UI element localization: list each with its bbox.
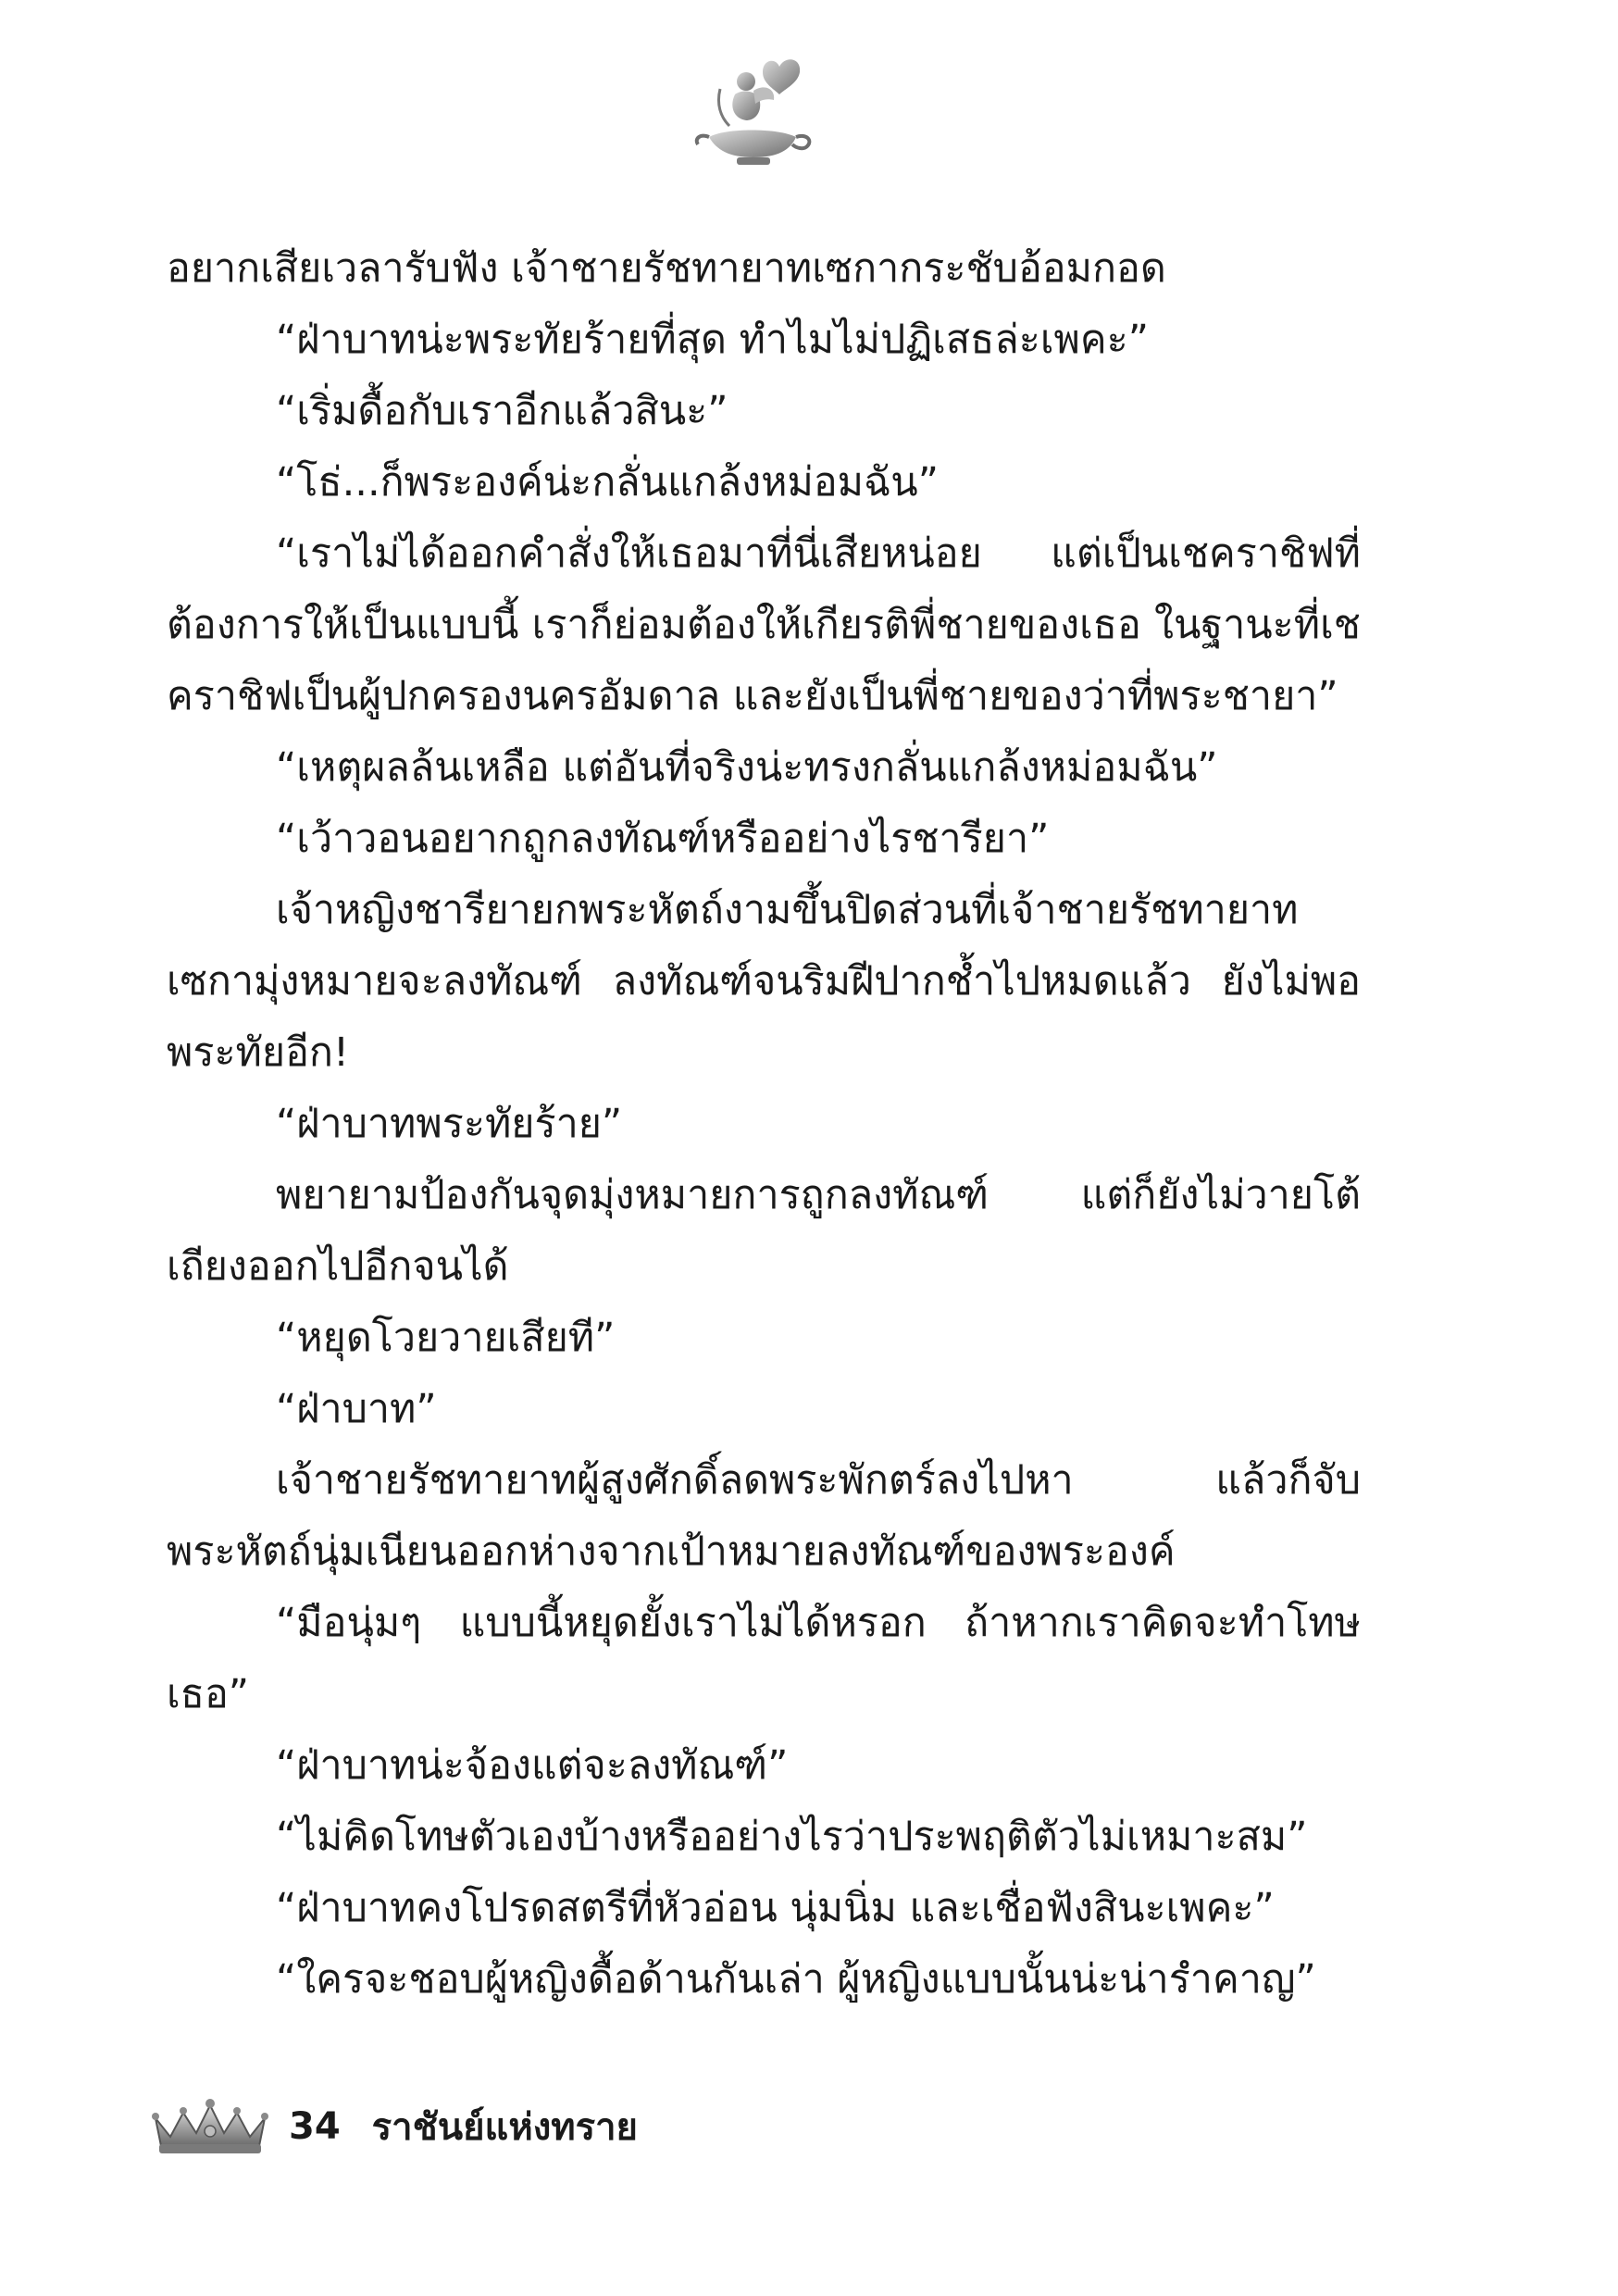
paragraph: “ฝ่าบาทคงโปรดสตรีที่หัวอ่อน นุ่มนิ่ม และเชื่อฟังสินะเพคะ” bbox=[276, 1885, 1275, 1931]
paragraph: “ไม่คิดโทษตัวเองบ้างหรืออย่างไรว่าประพฤติตัวไม่เหมาะสม” bbox=[276, 1814, 1308, 1860]
body-text bbox=[167, 233, 1361, 2015]
paragraph: “เหตุผลล้นเหลือ แต่อันที่จริงน่ะทรงกลั่นแกล้งหม่อมฉัน” bbox=[276, 744, 1218, 791]
page-number: 34 bbox=[289, 2105, 341, 2148]
crown-icon bbox=[150, 2096, 270, 2157]
paragraph: “ใครจะชอบผู้หญิงดื้อด้านกันเล่า ผู้หญิงแบบนั้นน่ะน่ารำคาญ” bbox=[276, 1956, 1316, 2003]
paragraph: “ฝ่าบาทพระทัยร้าย” bbox=[276, 1101, 623, 1147]
book-title: ราชันย์แห่งทราย bbox=[371, 2106, 638, 2149]
cupid-teapot-icon bbox=[689, 48, 818, 178]
paragraph: “มือนุ่มๆ แบบนี้หยุดยั้งเราไม่ได้หรอก ถ้าหากเราคิดจะทำโทษเธอ” bbox=[167, 1600, 1361, 1717]
paragraph: “เว้าวอนอยากถูกลงทัณฑ์หรืออย่างไรชารียา” bbox=[276, 816, 1050, 862]
paragraph: “โธ่...ก็พระองค์น่ะกลั่นแกล้งหม่อมฉัน” bbox=[276, 459, 939, 505]
paragraph: “ฝ่าบาทน่ะพระทัยร้ายที่สุด ทำไมไม่ปฏิเสธล่ะเพคะ” bbox=[276, 317, 1149, 363]
paragraph: “หยุดโวยวายเสียที” bbox=[276, 1315, 616, 1361]
paragraph: “ฝ่าบาทน่ะจ้องแต่จะลงทัณฑ์” bbox=[276, 1742, 789, 1789]
paragraph: เจ้าหญิงชารียายกพระหัตถ์งามขึ้นปิดส่วนที่เจ้าชายรัชทายาทเซกามุ่งหมายจะลงทัณฑ์ ลงทัณฑ์จนริมฝีปากช้ำไปหมดแล้ว ยังไม่พอพระทัยอีก! bbox=[167, 887, 1361, 1076]
paragraph: พยายามป้องกันจุดมุ่งหมายการถูกลงทัณฑ์ แต่ก็ยังไม่วายโต้เถียงออกไปอีกจนได้ bbox=[167, 1172, 1361, 1290]
page-footer bbox=[150, 2094, 638, 2159]
paragraph: “เริ่มดื้อกับเราอีกแล้วสินะ” bbox=[276, 388, 728, 434]
paragraph: เจ้าชายรัชทายาทผู้สูงศักดิ์ลดพระพักตร์ลงไปหา แล้วก็จับพระหัตถ์นุ่มเนียนออกห่างจากเป้าหมายลงทัณฑ์ของพระองค์ bbox=[167, 1457, 1361, 1575]
paragraph: อยากเสียเวลารับฟัง เจ้าชายรัชทายาทเซกากระชับอ้อมกอด bbox=[167, 245, 1166, 292]
paragraph: “ฝ่าบาท” bbox=[276, 1386, 437, 1432]
paragraph: “เราไม่ได้ออกคำสั่งให้เธอมาที่นี่เสียหน่อย แต่เป็นเชคราชิฟที่ต้องการให้เป็นแบบนี้ เราก็ย่อมต้องให้เกียรติพี่ชายของเธอ ในฐานะที่เชคราชิฟเป็นผู้ปกครองนครอัมดาล และยังเป็นพี่ชายของว่าที่พระชายา” bbox=[167, 530, 1361, 719]
